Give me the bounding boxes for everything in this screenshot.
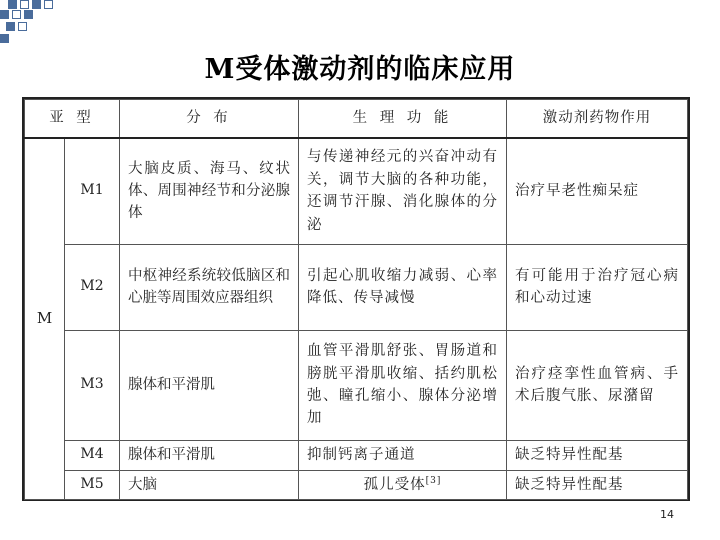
table-row (25, 138, 688, 244)
receptor-table (22, 97, 690, 501)
slide-title: M受体激动剂的临床应用 (204, 54, 516, 85)
function-cell: 血管平滑肌舒张、胃肠道和膀胱平滑肌收缩、括约肌松弛、瞳孔缩小、腺体分泌增加 (299, 330, 507, 440)
drug-effect-cell: 治疗痉挛性血管病、手术后腹气胀、尿潴留 (507, 330, 688, 440)
header-drug-effect: 激动剂药物作用 (507, 100, 688, 139)
distribution-cell: 中枢神经系统较低脑区和心脏等周围效应器组织 (120, 244, 299, 330)
drug-effect-cell: 缺乏特异性配基 (507, 470, 688, 499)
function-cell: 引起心肌收缩力减弱、心率降低、传导减慢 (299, 244, 507, 330)
function-text: 孤儿受体 (363, 476, 426, 493)
header-function: 生 理 功 能 (299, 100, 507, 139)
table-header-row (25, 100, 688, 139)
drug-effect-cell: 有可能用于治疗冠心病和心动过速 (507, 244, 688, 330)
header-subtype: 亚 型 (25, 100, 120, 139)
table-row (25, 470, 688, 499)
page-number: 14 (660, 508, 674, 521)
drug-effect-cell: 治疗早老性痴呆症 (507, 138, 688, 244)
subtype-cell: M5 (65, 470, 120, 499)
reference-mark: [3] (425, 475, 442, 486)
distribution-cell: 大脑 (120, 470, 299, 499)
subtype-cell: M1 (65, 138, 120, 244)
function-cell: 与传递神经元的兴奋冲动有关，调节大脑的各种功能，还调节汗腺、消化腺体的分泌 (299, 138, 507, 244)
distribution-cell: 腺体和平滑肌 (120, 330, 299, 440)
distribution-cell: 腺体和平滑肌 (120, 440, 299, 470)
drug-effect-cell: 缺乏特异性配基 (507, 440, 688, 470)
function-cell: 抑制钙离子通道 (299, 440, 507, 470)
header-distribution: 分 布 (120, 100, 299, 139)
table-row (25, 244, 688, 330)
function-cell (299, 470, 507, 499)
table-row (25, 330, 688, 440)
distribution-cell: 大脑皮质、海马、纹状体、周围神经节和分泌腺体 (120, 138, 299, 244)
table-row (25, 440, 688, 470)
subtype-cell: M4 (65, 440, 120, 470)
subtype-cell: M3 (65, 330, 120, 440)
subtype-cell: M2 (65, 244, 120, 330)
main-type-cell: M (25, 138, 65, 499)
